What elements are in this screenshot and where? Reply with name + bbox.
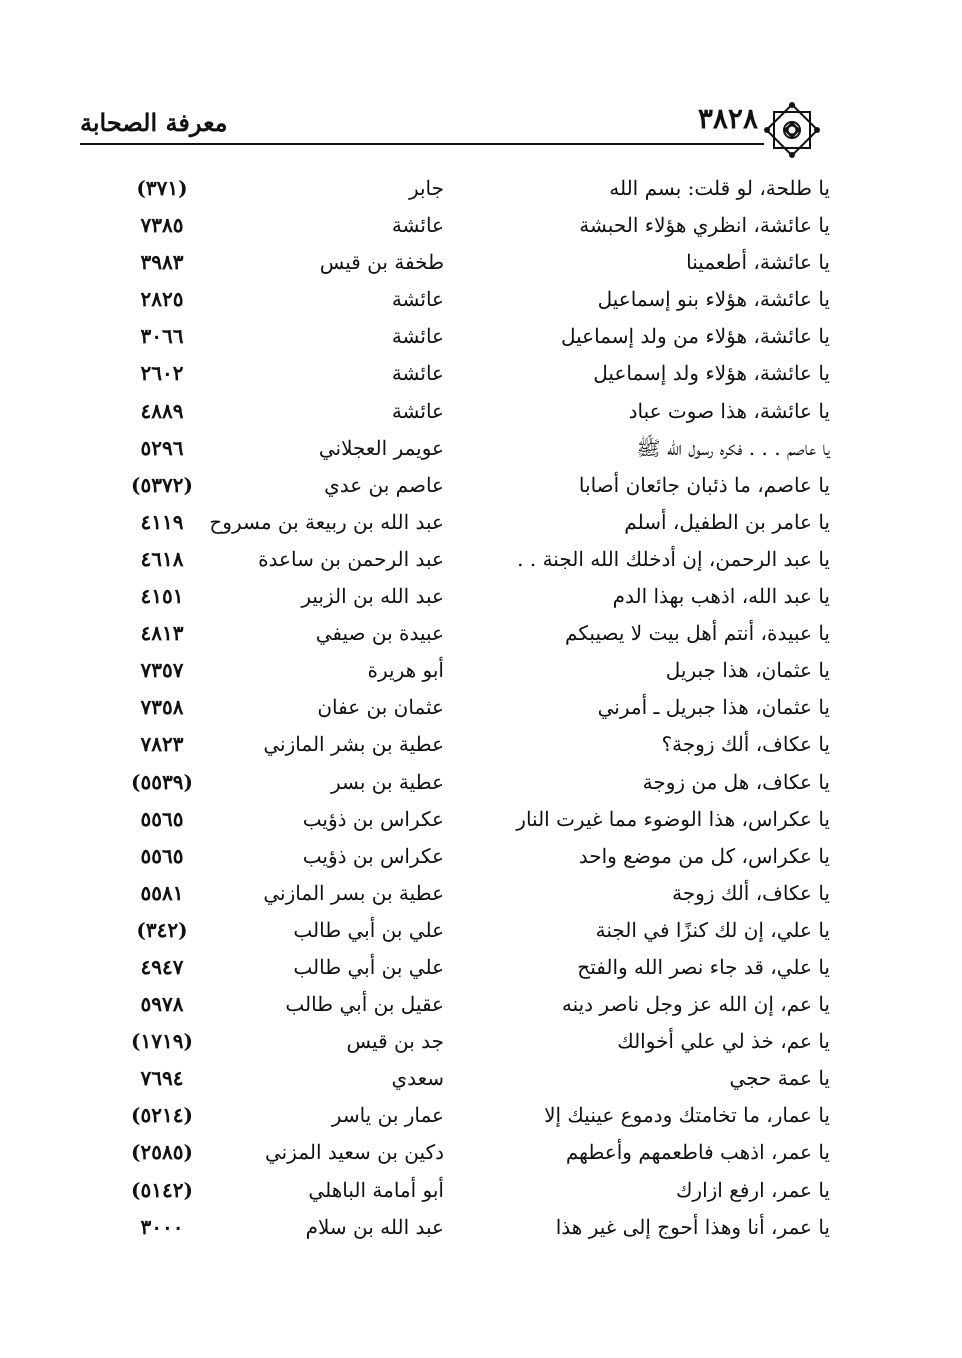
hadith-number: ٤٦١٨ (140, 546, 184, 571)
hadith-phrase: يا عم، إن الله عز وجل ناصر دينه (561, 992, 830, 1017)
hadith-phrase: يا عمار، ما تخامتك ودموع عينيك إلا (544, 1103, 830, 1128)
hadith-phrase: يا عكاف، ألك زوجة؟ (661, 732, 830, 757)
narrator-name: عقيل بن أبي طالب (285, 992, 444, 1017)
hadith-phrase: يا عكراس، كل من موضع واحد (578, 843, 830, 868)
book-title: معرفة الصحابة (80, 108, 228, 137)
hadith-phrase: يا عبيدة، أنتم أهل بيت لا يصيبكم (565, 621, 830, 646)
index-row (100, 838, 830, 875)
hadith-number: ٣٠٠٠ (140, 1214, 184, 1239)
hadith-number: ٢٨٢٥ (140, 287, 184, 312)
hadith-number: ٧٣٥٨ (140, 695, 184, 720)
hadith-number: ٥٢٩٦ (140, 435, 184, 460)
hadith-phrase: يا عثمان، هذا جبريل (665, 658, 830, 683)
index-row (100, 1209, 830, 1246)
narrator-name: عمار بن ياسر (331, 1103, 444, 1128)
hadith-number: ٤٨٨٩ (140, 398, 184, 423)
hadith-number: ٤٨١٣ (140, 621, 184, 646)
hadith-number: ٧٣٨٥ (140, 213, 184, 238)
hadith-phrase: يا علي، إن لك كنزًا في الجنة (595, 917, 830, 942)
narrator-name: جد بن قيس (346, 1029, 444, 1054)
hadith-phrase: يا عمر، أنا وهذا أحوج إلى غير هذا (555, 1214, 830, 1239)
hadith-number: ٧٦٩٤ (140, 1066, 184, 1091)
narrator-name: جابر (408, 176, 444, 200)
header-rule (80, 143, 764, 145)
index-row (100, 578, 830, 615)
hadith-phrase: يا طلحة، لو قلت: بسم الله (609, 176, 830, 200)
narrator-name: طخفة بن قيس (319, 250, 444, 275)
hadith-number: ٥٥٨١ (140, 880, 184, 905)
page-number: ٣٨٢٨ (697, 102, 758, 135)
index-row (100, 1134, 830, 1171)
index-row (100, 986, 830, 1023)
hadith-phrase: يا عبد الله، اذهب بهذا الدم (612, 584, 830, 609)
narrator-name: سعدي (391, 1066, 444, 1091)
hadith-phrase: يا عاصم . . . فكره رسول الله ﷺ (636, 435, 830, 460)
hadith-phrase: يا عكاف، هل من زوجة (642, 769, 830, 794)
hadith-phrase: يا عمة حجي (729, 1066, 830, 1091)
hadith-number: (٥١٤٢) (131, 1177, 193, 1202)
index-row (100, 764, 830, 801)
hadith-number: (١٧١٩) (131, 1029, 193, 1054)
hadith-phrase: يا عبد الرحمن، إن أدخلك الله الجنة . . (517, 546, 830, 571)
hadith-number: ٤١١٩ (140, 509, 184, 534)
narrator-name: عائشة (391, 324, 444, 349)
narrator-name: عكراس بن ذؤيب (302, 806, 444, 831)
hadith-phrase: يا عمر، ارفع ازارك (675, 1177, 830, 1202)
narrator-name: دكين بن سعيد المزني (265, 1140, 444, 1165)
index-table (100, 170, 830, 1246)
narrator-name: عبد الرحمن بن ساعدة (258, 546, 444, 571)
narrator-name: عثمان بن عفان (317, 695, 444, 720)
narrator-name: عطية بن بشر المازني (263, 732, 444, 757)
index-row (100, 467, 830, 504)
hadith-number: (٢٥٨٥) (131, 1140, 193, 1165)
index-row (100, 430, 830, 467)
hadith-number: ٣٠٦٦ (140, 324, 184, 349)
narrator-name: عبد الله بن الزبير (301, 584, 444, 609)
hadith-phrase: يا عائشة، هؤلاء ولد إسماعيل (593, 361, 830, 386)
narrator-name: عائشة (391, 287, 444, 312)
hadith-number: ٤١٥١ (140, 584, 184, 609)
hadith-phrase: يا عاصم، ما ذئبان جائعان أصابا (578, 472, 830, 497)
hadith-phrase: يا عم، خذ لي علي أخوالك (617, 1029, 830, 1054)
narrator-name: عبد الله بن ربيعة بن مسروح (209, 509, 444, 534)
hadith-phrase: يا عائشة، هؤلاء بنو إسماعيل (597, 287, 830, 312)
index-row (100, 170, 830, 207)
narrator-name: عبد الله بن سلام (305, 1214, 444, 1239)
hadith-phrase: يا عائشة، انظري هؤلاء الحبشة (579, 213, 830, 238)
narrator-name: عاصم بن عدي (324, 472, 444, 497)
hadith-phrase: يا عائشة، هؤلاء من ولد إسماعيل (560, 324, 830, 349)
index-row (100, 875, 830, 912)
hadith-number: (٥٥٣٩) (131, 769, 193, 794)
narrator-name: أبو أمامة الباهلي (308, 1177, 444, 1202)
hadith-phrase: يا عكراس، هذا الوضوء مما غيرت النار (516, 806, 830, 831)
index-row (100, 1172, 830, 1209)
narrator-name: عائشة (391, 213, 444, 238)
index-row (100, 912, 830, 949)
hadith-number: (٥٢١٤) (131, 1103, 193, 1128)
hadith-number: (٥٣٧٢) (131, 472, 193, 497)
hadith-number: ٥٥٦٥ (140, 843, 184, 868)
narrator-name: عويمر العجلاني (318, 435, 444, 460)
hadith-number: ٥٩٧٨ (140, 992, 184, 1017)
narrator-name: عبيدة بن صيفي (315, 621, 444, 646)
narrator-name: عكراس بن ذؤيب (302, 843, 444, 868)
index-row (100, 1097, 830, 1134)
hadith-number: ٧٣٥٧ (140, 658, 184, 683)
index-row (100, 1023, 830, 1060)
hadith-phrase: يا عائشة، أطعمينا (686, 250, 830, 275)
narrator-name: عائشة (391, 398, 444, 423)
index-row (100, 244, 830, 281)
hadith-number: (٣٤٢) (136, 917, 188, 942)
index-row (100, 726, 830, 763)
hadith-number: ٢٦٠٢ (140, 361, 184, 386)
index-row (100, 615, 830, 652)
hadith-number: ٧٨٢٣ (140, 732, 184, 757)
hadith-phrase: يا عمر، اذهب فاطعمهم وأعطهم (565, 1140, 830, 1165)
hadith-phrase: يا عكاف، ألك زوجة (672, 880, 830, 905)
index-row (100, 207, 830, 244)
index-row (100, 281, 830, 318)
octagonal-star-ornament-icon (762, 100, 822, 160)
hadith-phrase: يا عثمان، هذا جبريل ـ أمرني (597, 695, 830, 720)
index-row (100, 1060, 830, 1097)
index-row (100, 318, 830, 355)
index-row (100, 355, 830, 392)
hadith-phrase: يا عائشة، هذا صوت عباد (628, 398, 830, 423)
hadith-number: ٤٩٤٧ (140, 954, 184, 979)
index-row (100, 949, 830, 986)
narrator-name: عائشة (391, 361, 444, 386)
narrator-name: عطية بن بسر (330, 769, 444, 794)
index-row (100, 541, 830, 578)
narrator-name: علي بن أبي طالب (293, 917, 444, 942)
hadith-phrase: يا عامر بن الطفيل، أسلم (624, 509, 830, 534)
narrator-name: أبو هريرة (367, 658, 444, 683)
narrator-name: علي بن أبي طالب (293, 954, 444, 979)
index-row (100, 801, 830, 838)
narrator-name: عطية بن بسر المازني (263, 880, 444, 905)
hadith-number: (٣٧١) (136, 176, 188, 200)
hadith-phrase: يا علي، قد جاء نصر الله والفتح (577, 954, 830, 979)
index-row (100, 652, 830, 689)
index-row (100, 393, 830, 430)
hadith-number: ٣٩٨٣ (140, 250, 184, 275)
index-row (100, 689, 830, 726)
hadith-number: ٥٥٦٥ (140, 806, 184, 831)
index-row (100, 504, 830, 541)
